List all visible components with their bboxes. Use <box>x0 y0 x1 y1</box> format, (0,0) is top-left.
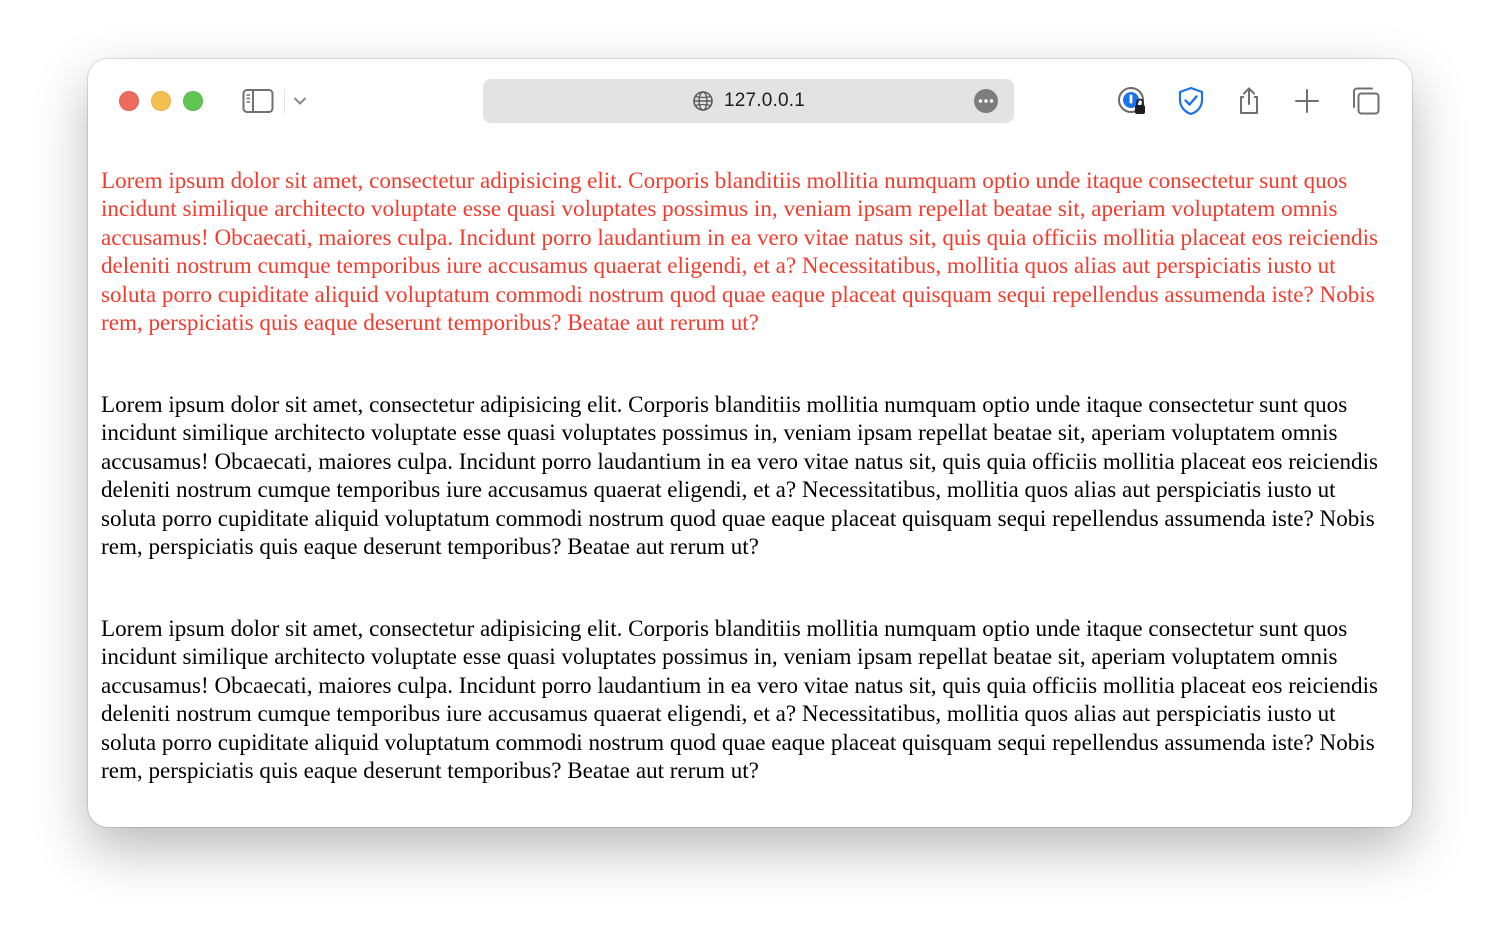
tabs-overview-icon <box>1350 85 1382 117</box>
sidebar-menu-button[interactable] <box>290 91 310 111</box>
paragraph-red: Lorem ipsum dolor sit amet, consectetur adipisicing elit. Corporis blanditiis mollitia numquam optio unde itaque consectetur sunt quos incidunt similique architecto voluptate esse quasi voluptates possimus in, veniam ipsam repellat beatae sit, aperiam voluptatem omnis accusamus! Obcaecati, maiores culpa. Incidunt porro laudantium in ea vero vitae natus sit, quis quia officiis mollitia placeat eos reiciendis deleniti nostrum cumque temporibus iure accusamus quaerat eligendi, et a? Necessitatibus, mollitia quos alias aut perspiciatis iusto ut soluta porro cupiditate aliquid voluptatum commodi nostrum quod quae eaque placeat quisquam sequi repellendus assumenda iste? Nobis rem, perspiciatis quis eaque deserunt temporibus? Beatae aut rerum ut? <box>101 167 1379 336</box>
ellipsis-icon <box>978 99 994 103</box>
password-manager-icon <box>1116 85 1148 117</box>
browser-window <box>88 59 1412 827</box>
share-button[interactable] <box>1233 85 1265 117</box>
tab-overview-button[interactable] <box>1350 85 1382 117</box>
share-icon <box>1233 85 1265 117</box>
address-content <box>483 79 1014 123</box>
sidebar-icon <box>242 88 274 114</box>
toolbar-separator <box>284 89 285 113</box>
sidebar-toggle-button[interactable] <box>240 86 276 116</box>
close-window-button[interactable] <box>119 91 139 111</box>
maximize-window-button[interactable] <box>183 91 203 111</box>
page-menu-button[interactable] <box>974 89 998 113</box>
paragraph: Lorem ipsum dolor sit amet, consectetur adipisicing elit. Corporis blanditiis mollitia numquam optio unde itaque consectetur sunt quos incidunt similique architecto voluptate esse quasi voluptates possimus in, veniam ipsam repellat beatae sit, aperiam voluptatem omnis accusamus! Obcaecati, maiores culpa. Incidunt porro laudantium in ea vero vitae natus sit, quis quia officiis mollitia placeat eos reiciendis deleniti nostrum cumque temporibus iure accusamus quaerat eligendi, et a? Necessitatibus, mollitia quos alias aut perspiciatis iusto ut soluta porro cupiditate aliquid voluptatum commodi nostrum quod quae eaque placeat quisquam sequi repellendus assumenda iste? Nobis rem, perspiciatis quis eaque deserunt temporibus? Beatae aut rerum ut? <box>101 391 1379 560</box>
globe-icon <box>692 90 714 112</box>
browser-toolbar <box>88 59 1412 143</box>
plus-icon <box>1291 85 1323 117</box>
address-url[interactable]: 127.0.0.1 <box>723 90 806 111</box>
minimize-window-button[interactable] <box>151 91 171 111</box>
paragraph: Lorem ipsum dolor sit amet, consectetur adipisicing elit. Corporis blanditiis mollitia numquam optio unde itaque consectetur sunt quos incidunt similique architecto voluptate esse quasi voluptates possimus in, veniam ipsam repellat beatae sit, aperiam voluptatem omnis accusamus! Obcaecati, maiores culpa. Incidunt porro laudantium in ea vero vitae natus sit, quis quia officiis mollitia placeat eos reiciendis deleniti nostrum cumque temporibus iure accusamus quaerat eligendi, et a? Necessitatibus, mollitia quos alias aut perspiciatis iusto ut soluta porro cupiditate aliquid voluptatum commodi nostrum quod quae eaque placeat quisquam sequi repellendus assumenda iste? Nobis rem, perspiciatis quis eaque deserunt temporibus? Beatae aut rerum ut? <box>101 615 1379 784</box>
page-content <box>88 143 1412 827</box>
password-manager-button[interactable] <box>1116 85 1148 117</box>
address-bar[interactable] <box>483 79 1014 123</box>
new-tab-button[interactable] <box>1291 85 1323 117</box>
privacy-shield-button[interactable] <box>1175 85 1207 117</box>
shield-check-icon <box>1175 85 1207 117</box>
chevron-down-icon <box>293 96 307 106</box>
